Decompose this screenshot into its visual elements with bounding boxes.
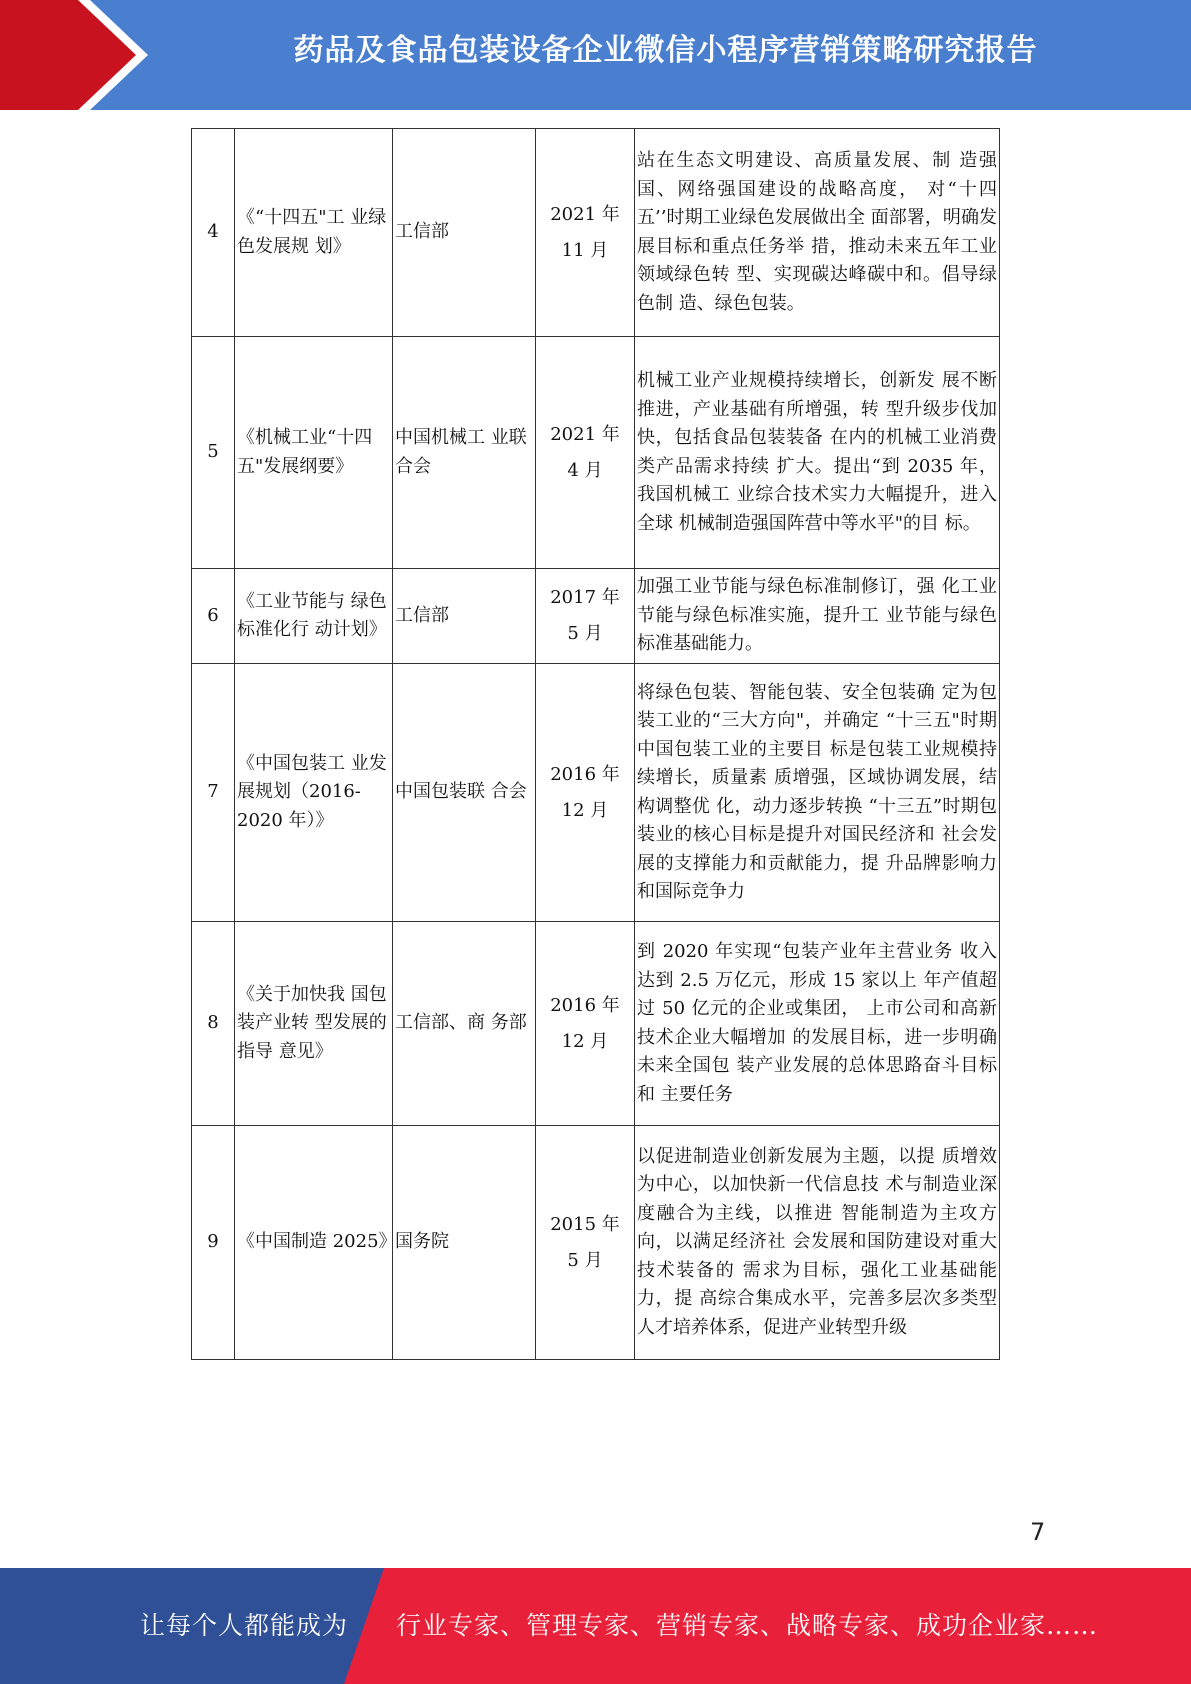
- policy-description: 机械工业产业规模持续增长，创新发 展不断推进，产业基础有所增强，转 型升级步伐加快，包括食品包装装备 在内的机械工业消费类产品需求持续 扩大。提出“到 2035 年，我国机械工 业综合技术实力大幅提升，进入全球 机械制造强国阵营中等水平"的目 标。: [635, 337, 1000, 569]
- policy-table: [191, 128, 1000, 1360]
- policy-description: 站在生态文明建设、高质量发展、制 造强国、网络强国建设的战略高度， 对“十四五’’时期工业绿色发展做出全 面部署，明确发展目标和重点任务举 措，推动未来五年工业领域绿色转 型、实现碳达峰碳中和。倡导绿色制 造、绿色包装。: [635, 129, 1000, 337]
- table-row: [192, 569, 1000, 664]
- issuing-organization: 国务院: [393, 1126, 536, 1360]
- issuing-organization: 工信部: [393, 129, 536, 337]
- table-row: [192, 922, 1000, 1126]
- issue-date: 2015 年 5 月: [536, 1126, 635, 1360]
- page-number: 7: [1030, 1518, 1046, 1546]
- row-number: 5: [192, 337, 235, 569]
- issuing-organization: 中国包装联 合会: [393, 664, 536, 922]
- policy-description: 到 2020 年实现“包装产业年主营业务 收入达到 2.5 万亿元，形成 15 家以上 年产值超过 50 亿元的企业或集团， 上市公司和高新技术企业大幅增加 的发展目标，进一步明确未来全国包 装产业发展的总体思路奋斗目标和 主要任务: [635, 922, 1000, 1126]
- table-row: [192, 129, 1000, 337]
- table-row: [192, 1126, 1000, 1360]
- row-number: 6: [192, 569, 235, 664]
- footer-slogan-left: 让每个人都能成为: [140, 1611, 349, 1640]
- row-number: 7: [192, 664, 235, 922]
- policy-description: 加强工业节能与绿色标准制修订，强 化工业节能与绿色标准实施，提升工 业节能与绿色标准基础能力。: [635, 569, 1000, 664]
- issue-date: 2016 年 12 月: [536, 922, 635, 1126]
- policy-title: 《中国包装工 业发展规划（2016-2020 年）》: [235, 664, 393, 922]
- policy-title: 《工业节能与 绿色标准化行 动计划》: [235, 569, 393, 664]
- issue-date: 2016 年 12 月: [536, 664, 635, 922]
- table-row: [192, 664, 1000, 922]
- policy-description: 以促进制造业创新发展为主题，以提 质增效为中心，以加快新一代信息技 术与制造业深度融合为主线，以推进 智能制造为主攻方向，以满足经济社 会发展和国防建设对重大技术装备的 需求为目标，强化工业基础能力，提 高综合集成水平，完善多层次多类型 人才培养体系，促进产业转型升级: [635, 1126, 1000, 1360]
- page-header: [0, 0, 1191, 110]
- footer-slogan-right: 行业专家、管理专家、营销专家、战略专家、成功企业家……: [396, 1611, 1099, 1640]
- policy-title: 《“十四五"工 业绿色发展规 划》: [235, 129, 393, 337]
- report-title: 药品及食品包装设备企业微信小程序营销策略研究报告: [293, 33, 1038, 68]
- issue-date: 2021 年 11 月: [536, 129, 635, 337]
- issuing-organization: 工信部、商 务部: [393, 922, 536, 1126]
- policy-title: 《关于加快我 国包装产业转 型发展的指导 意见》: [235, 922, 393, 1126]
- issue-date: 2021 年 4 月: [536, 337, 635, 569]
- row-number: 9: [192, 1126, 235, 1360]
- row-number: 8: [192, 922, 235, 1126]
- issuing-organization: 工信部: [393, 569, 536, 664]
- policy-title: 《中国制造 2025》: [235, 1126, 393, 1360]
- issuing-organization: 中国机械工 业联合会: [393, 337, 536, 569]
- issue-date: 2017 年 5 月: [536, 569, 635, 664]
- page-footer: [0, 1568, 1191, 1684]
- policy-title: 《机械工业“十四五"发展纲要》: [235, 337, 393, 569]
- row-number: 4: [192, 129, 235, 337]
- policy-description: 将绿色包装、智能包装、安全包装确 定为包装工业的“三大方向"，并确定 “十三五"时期中国包装工业的主要目 标是包装工业规模持续增长，质量素 质增强，区域协调发展，结构调整优 化，动力逐步转换 “十三五”时期包 装业的核心目标是提升对国民经济和 社会发展的支撑能力和贡献能力，提 升品牌影响力和国际竞争力: [635, 664, 1000, 922]
- table-row: [192, 337, 1000, 569]
